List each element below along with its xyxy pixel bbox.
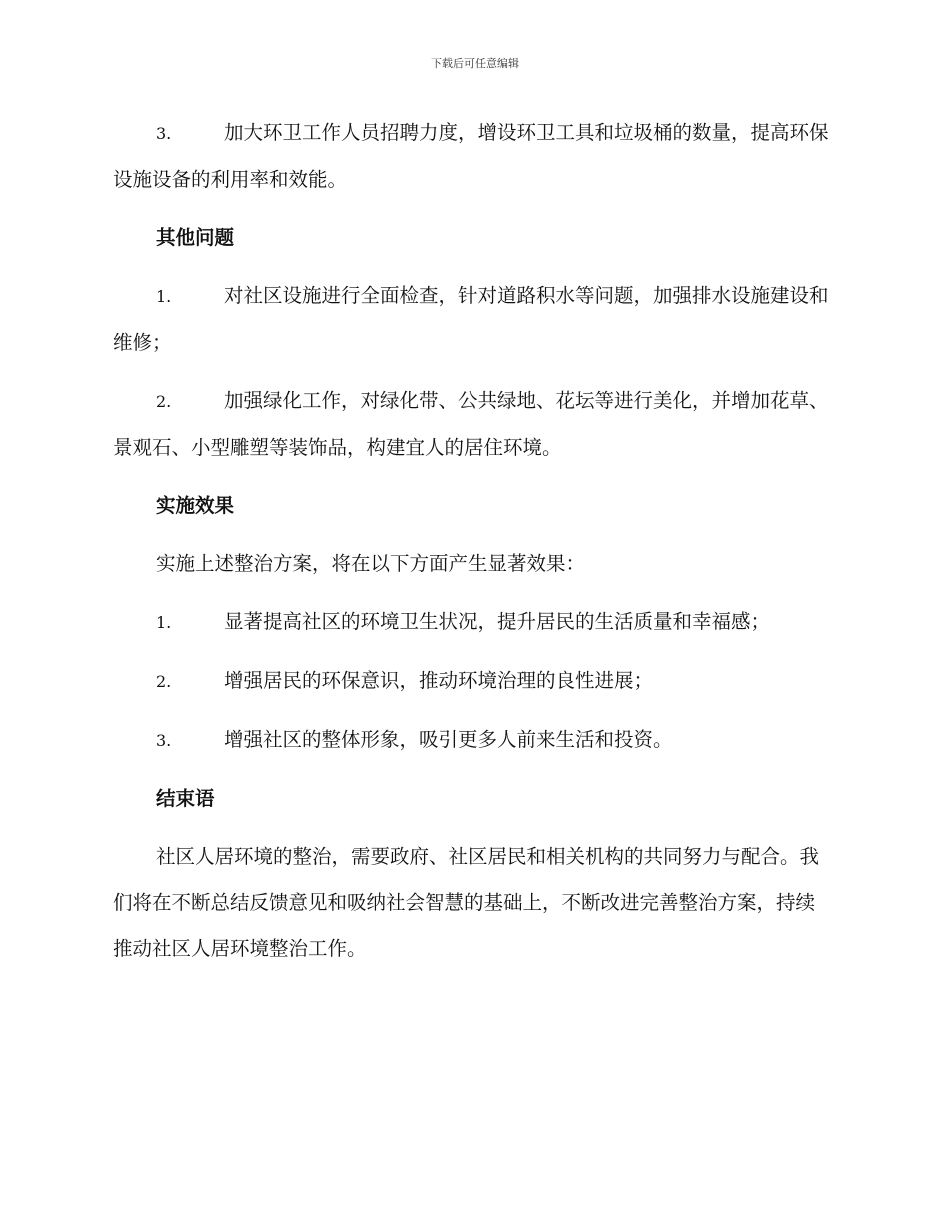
document-body (113, 110, 833, 984)
header-note: 下载后可任意编辑 (431, 57, 519, 70)
list-item (113, 378, 833, 471)
effects-intro: 实施上述整治方案，将在以下方面产生显著效果： (156, 552, 586, 575)
item-text: 增强社区的整体形象，吸引更多人前来生活和投资。 (224, 728, 673, 751)
list-item (113, 110, 833, 203)
item-text: 显著提高社区的环境卫生状况，提升居民的生活质量和幸福感； (224, 610, 771, 633)
item-number: 2. (156, 672, 172, 691)
item-text: 增强居民的环保意识，推动环境治理的良性进展； (224, 669, 654, 692)
item-number: 3. (156, 731, 172, 750)
item-number: 1. (156, 613, 172, 632)
section-heading-conclusion: 结束语 (156, 787, 215, 810)
item-text: 加强绿化工作，对绿化带、公共绿地、花坛等进行美化，并增加花草、景观石、小型雕塑等装饰品，构建宜人的居住环境。 (113, 389, 829, 459)
list-item (113, 273, 833, 366)
section-heading-effects: 实施效果 (156, 494, 235, 517)
list-item (113, 599, 833, 646)
list-item (113, 717, 833, 764)
item-text: 对社区设施进行全面检查，针对道路积水等问题，加强排水设施建设和维修； (113, 284, 829, 354)
item-number: 1. (156, 287, 172, 306)
item-number: 3. (156, 124, 172, 143)
section-heading-other-issues: 其他问题 (156, 226, 235, 249)
item-text: 加大环卫工作人员招聘力度，增设环卫工具和垃圾桶的数量，提高环保设施设备的利用率和效能。 (113, 121, 829, 191)
conclusion-paragraph: 社区人居环境的整治，需要政府、社区居民和相关机构的共同努力与配合。我们将在不断总结反馈意见和吸纳社会智慧的基础上，不断改进完善整治方案，持续推动社区人居环境整治工作。 (113, 845, 820, 960)
list-item (113, 658, 833, 705)
item-number: 2. (156, 392, 172, 411)
